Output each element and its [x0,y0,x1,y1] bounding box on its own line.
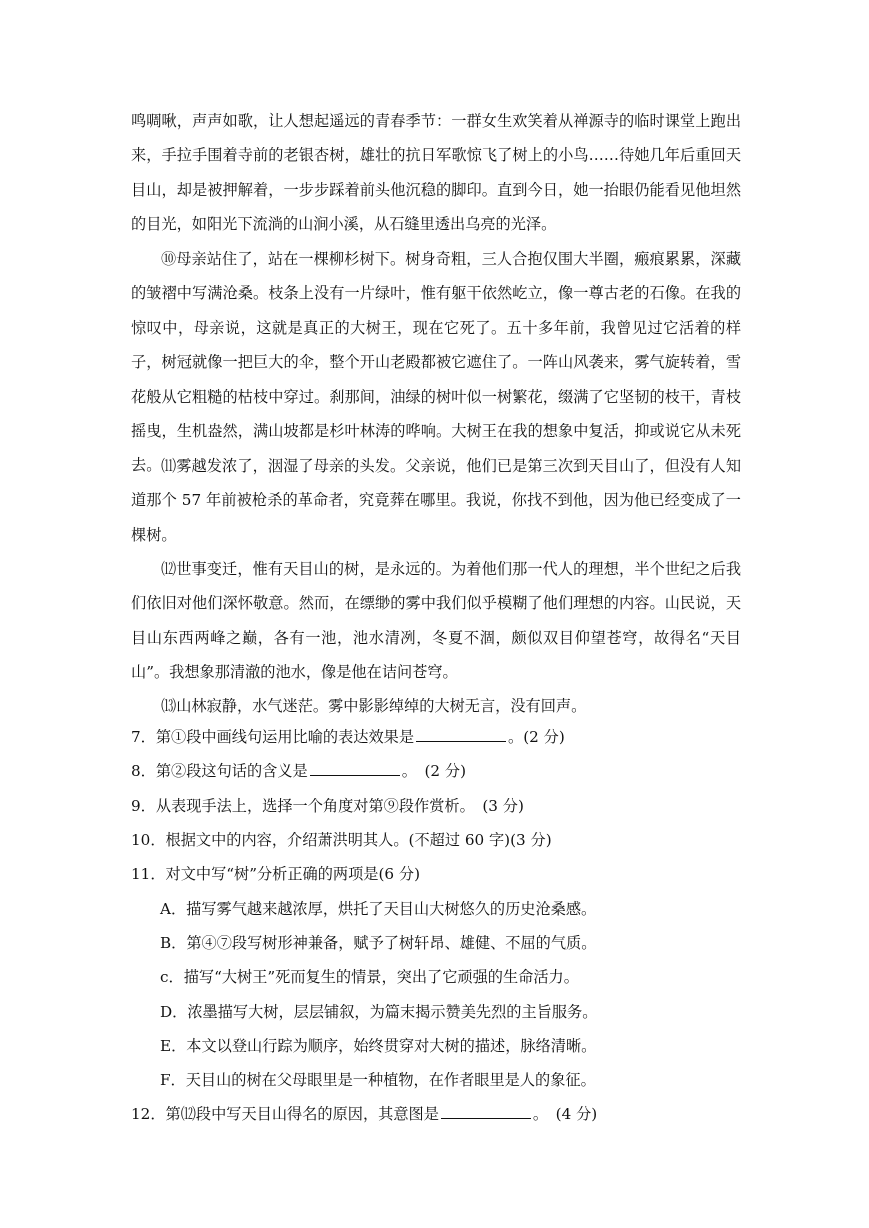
question-8-text: 8．第②段这句话的含义是 [131,762,308,780]
answer-blank-8[interactable] [310,761,400,776]
question-10: 10．根据文中的内容，介绍萧洪明其人。(不超过 60 字)(3 分) [131,831,552,849]
option-a: A．描写雾气越来越浓厚，烘托了天目山大树悠久的历史沧桑感。 [160,900,597,918]
question-8-points: 。 (2 分) [401,762,467,780]
paragraph-10: ⑩母亲站住了，站在一棵柳杉树下。树身奇粗，三人合抱仅围大半圈，瘢痕累累，深藏的皱褶中写满沧桑。枝条上没有一片绿叶，惟有躯干依然屹立，像一尊古老的石像。在我的惊叹中，母亲说，这就是真正的大树王，现在它死了。五十多年前，我曾见过它活着的样子，树冠就像一把巨大的伞，整个开山老殿都被它遮住了。一阵山风袭来，雾气旋转着，雪花般从它粗糙的枯枝中穿过。刹那间，油绿的树叶似一树繁花，缀满了它坚韧的枝干，青枝摇曳，生机盎然，满山坡都是杉叶林涛的哗响。大树王在我的想象中复活，抑或说它从未死去。 [131,250,741,475]
question-12 [131,1104,751,1124]
option-d: D．浓墨描写大树，层层铺叙，为篇末揭示赞美先烈的主旨服务。 [160,1003,598,1021]
paragraph-12: ⑿世事变迁，惟有天目山的树，是永远的。为着他们那一代人的理想，半个世纪之后我们依旧对他们深怀敬意。然而，在缥缈的雾中我们似乎模糊了他们理想的内容。山民说，天目山东西两峰之巅，各有一池，池水清冽，冬夏不涸，颇似双目仰望苍穹，故得名“天目山”。我想象那清澈的池水，像是他在诘问苍穹。 [131,560,741,682]
question-8 [131,761,751,781]
answer-blank-12[interactable] [441,1104,531,1119]
option-c: c．描写“大树王”死而复生的情景，突出了它顽强的生命活力。 [160,968,579,986]
question-7-text: 7．第①段中画线句运用比喻的表达效果是 [131,728,415,746]
paragraph-11: ⑾雾越发浓了，洇湿了母亲的头发。父亲说，他们已是第三次到天目山了，但没有人知道那个 57 年前被枪杀的革命者，究竟葬在哪里。我说，你找不到他，因为他已经变成了一棵树。 [131,457,741,544]
question-12-points: 。 (4 分) [532,1105,598,1123]
question-12-text: 12．第⑿段中写天目山得名的原因，其意图是 [131,1105,439,1123]
option-b: B．第④⑦段写树形神兼备，赋予了树轩昂、雄健、不屈的气质。 [160,934,597,952]
paragraph-9-continuation: 鸣啁啾，声声如歌，让人想起遥远的青春季节：一群女生欢笑着从禅源寺的临时课堂上跑出来，手拉手围着寺前的老银杏树，雄壮的抗日军歌惊飞了树上的小鸟……待她几年后重回天目山，却是被押解着，一步步踩着前头他沉稳的脚印。直到今日，她一抬眼仍能看见他坦然的目光，如阳光下流淌的山涧小溪，从石缝里透出乌亮的光泽。 [131,112,741,234]
question-7-points: 。(2 分) [508,728,565,746]
option-e: E．本文以登山行踪为顺序，始终贯穿对大树的描述，脉络清晰。 [160,1037,597,1055]
question-11: 11．对文中写“树”分析正确的两项是(6 分) [131,865,421,883]
question-7 [131,727,751,747]
paragraph-13: ⒀山林寂静，水气迷茫。雾中影影绰绰的大树无言，没有回声。 [161,697,587,715]
answer-blank-7[interactable] [416,727,506,742]
question-9: 9．从表现手法上，选择一个角度对第⑨段作赏析。 (3 分) [131,797,524,815]
option-f: F．天目山的树在父母眼里是一种植物，在作者眼里是人的象征。 [160,1071,596,1089]
